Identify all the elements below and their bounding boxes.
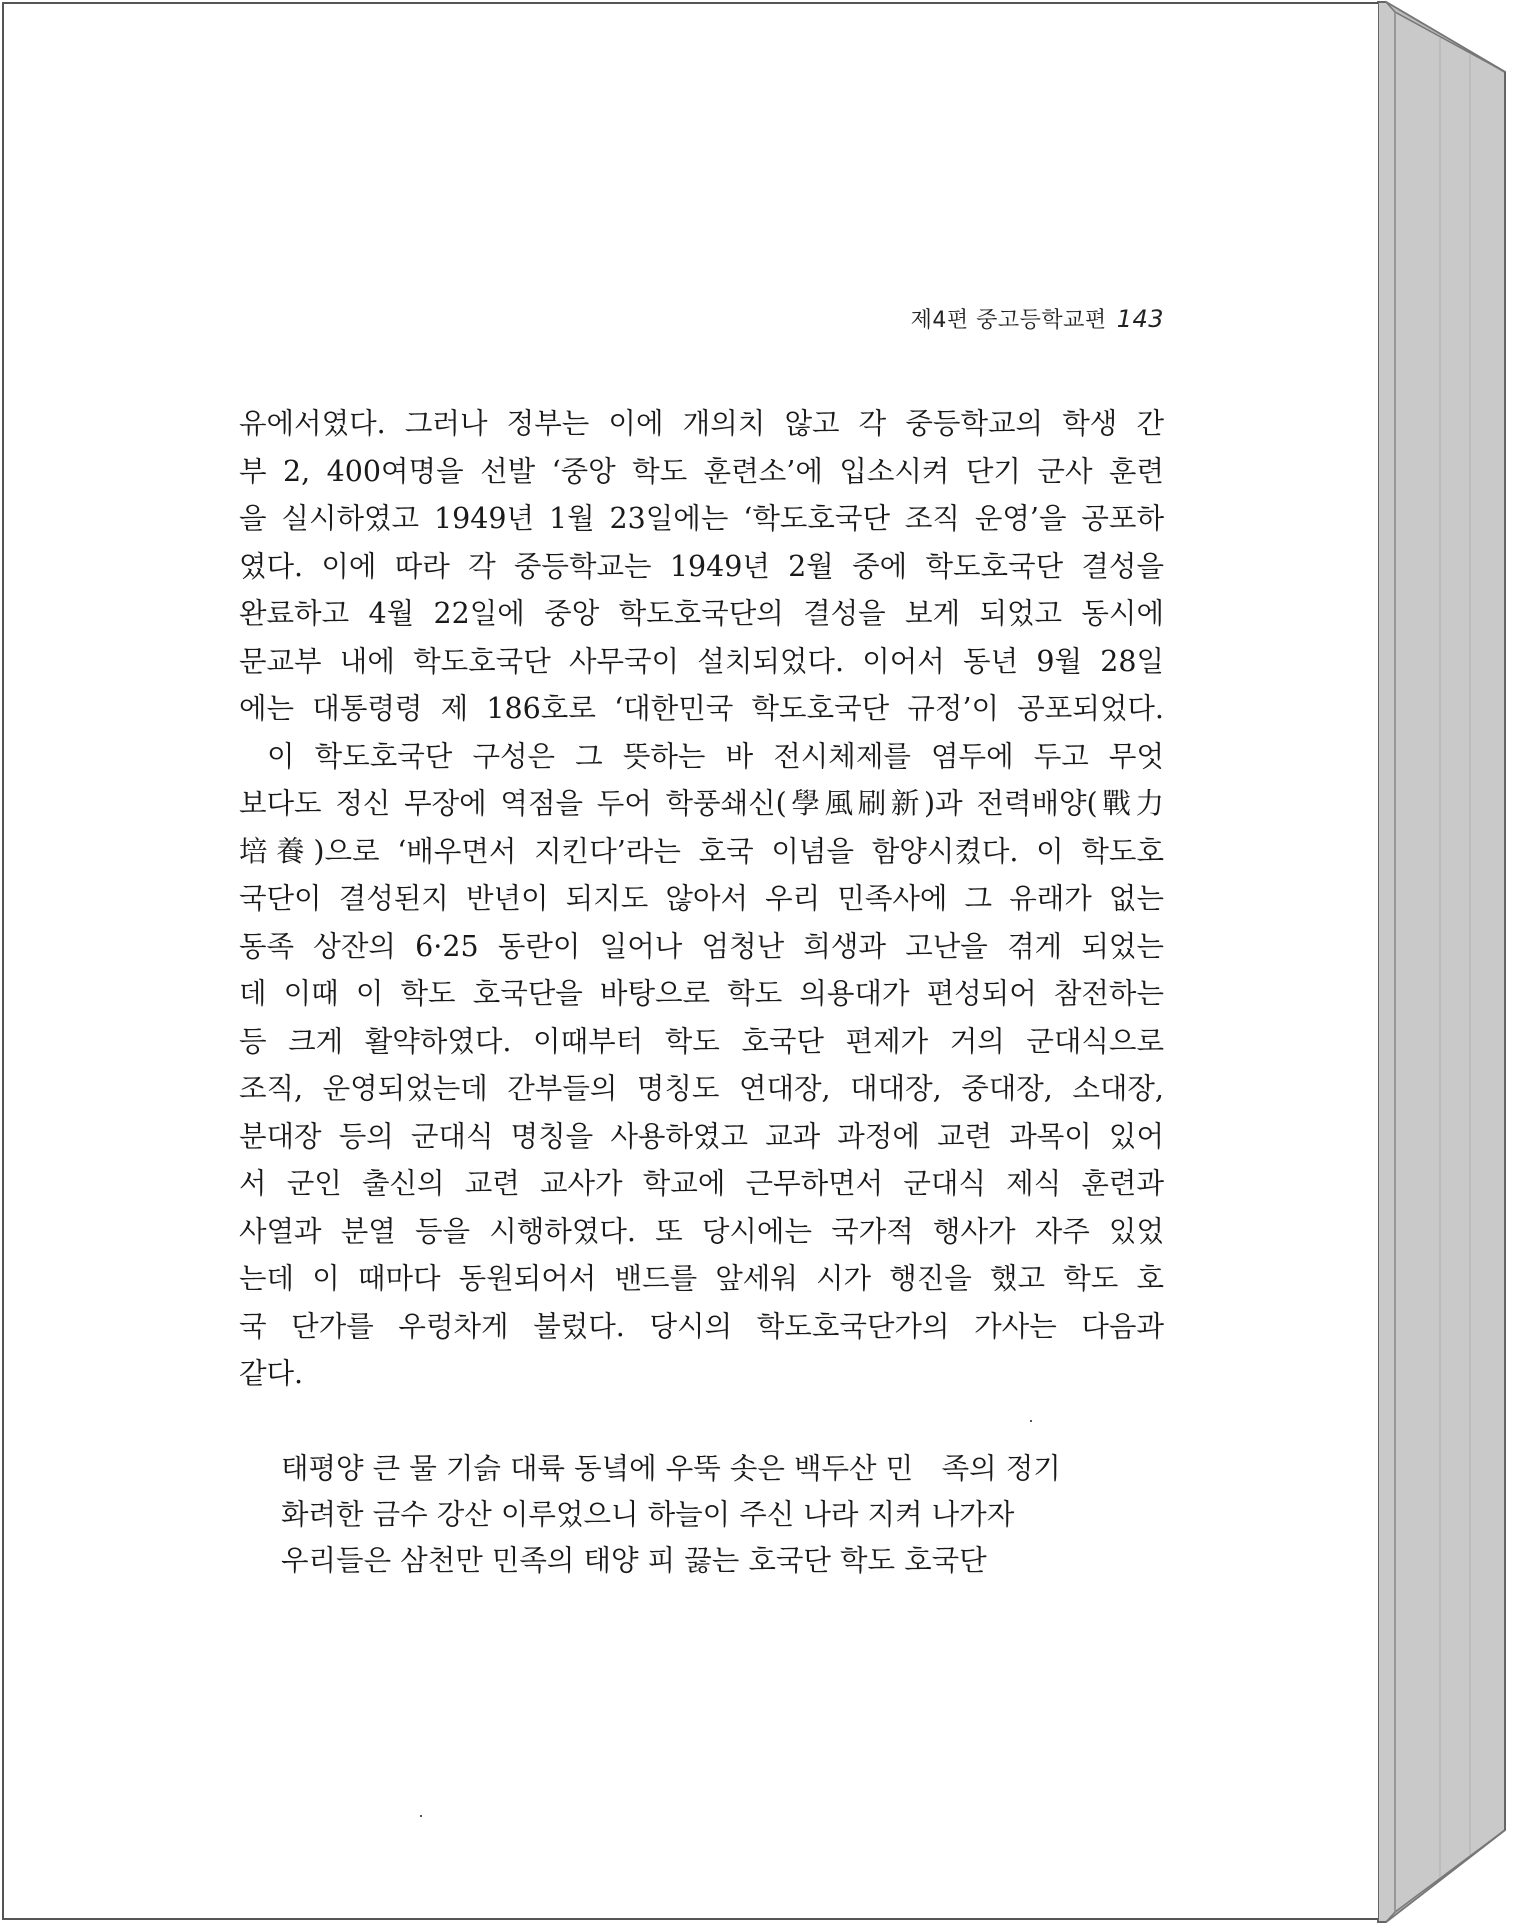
body-line: 분대장 등의 군대식 명칭을 사용하였고 교과 과정에 교련 과목이 있어 [239, 1119, 1164, 1153]
body-line: 국단이 결성된지 반년이 되지도 않아서 우리 민족사에 그 유래가 없는 [239, 882, 1164, 915]
body-line: 에는 대통령령 제 186호로 ‘대한민국 학도호국단 규정’이 공포되었다. [239, 692, 1164, 725]
body-line: 조직, 운영되었는데 간부들의 명칭도 연대장, 대대장, 중대장, 소대장, [239, 1072, 1164, 1105]
body-line: 같다. [239, 1357, 304, 1390]
body-line: 데 이때 이 학도 호국단을 바탕으로 학도 의용대가 편성되어 참전하는 [239, 977, 1164, 1010]
scan-speck [1030, 1420, 1032, 1422]
body-line: 국 단가를 우렁차게 불렀다. 당시의 학도호국단가의 가사는 다음과 [239, 1309, 1164, 1343]
body-line: 동족 상잔의 6·25 동란이 일어나 엄청난 희생과 고난을 겪게 되었는 [239, 929, 1164, 963]
scan-speck [420, 1815, 422, 1817]
body-line: 을 실시하였고 1949년 1월 23일에는 ‘학도호국단 조직 운영’을 공포하 [239, 502, 1164, 535]
body-line: 사열과 분열 등을 시행하였다. 또 당시에는 국가적 행사가 자주 있었 [239, 1214, 1164, 1248]
section-title: 제4편 중고등학교편 [910, 308, 1107, 333]
song-line: 우리들은 삼천만 민족의 태양 피 끓는 호국단 학도 호국단 [281, 1544, 987, 1577]
body-line: 는데 이 때마다 동원되어서 밴드를 앞세워 시가 행진을 했고 학도 호 [239, 1262, 1164, 1295]
song-line: 화려한 금수 강산 이루었으니 하늘이 주신 나라 지켜 나가자 [281, 1498, 1015, 1531]
body-line: 培養)으로 ‘배우면서 지킨다’라는 호국 이념을 함양시켰다. 이 학도호 [239, 834, 1164, 868]
body-line: 문교부 내에 학도호국단 사무국이 설치되었다. 이어서 동년 9월 28일 [239, 644, 1164, 678]
body-line: 보다도 정신 무장에 역점을 두어 학풍쇄신(學風刷新)과 전력배양(戰力 [239, 787, 1164, 820]
body-line: 등 크게 활약하였다. 이때부터 학도 호국단 편제가 거의 군대식으로 [239, 1024, 1164, 1058]
body-line: 서 군인 출신의 교련 교사가 학교에 근무하면서 군대식 제식 훈련과 [239, 1167, 1164, 1200]
body-line: 였다. 이에 따라 각 중등학교는 1949년 2월 중에 학도호국단 결성을 [239, 549, 1164, 583]
body-line: 유에서였다. 그러나 정부는 이에 개의치 않고 각 중등학교의 학생 간 [239, 407, 1164, 440]
song-line: 태평양 큰 물 기슭 대륙 동녘에 우뚝 솟은 백두산 민 족의 정기 [281, 1452, 1061, 1485]
song-lyrics [281, 1446, 1161, 1584]
body-line: 이 학도호국단 구성은 그 뜻하는 바 전시체제를 염두에 두고 무엇 [267, 739, 1164, 773]
body-line: 부 2, 400여명을 선발 ‘중앙 학도 훈련소’에 입소시켜 단기 군사 훈련 [239, 454, 1164, 488]
body-text [239, 400, 1164, 1398]
page-number: 143 [1116, 305, 1164, 333]
running-header [0, 303, 1164, 334]
body-line: 완료하고 4월 22일에 중앙 학도호국단의 결성을 보게 되었고 동시에 [239, 597, 1164, 630]
